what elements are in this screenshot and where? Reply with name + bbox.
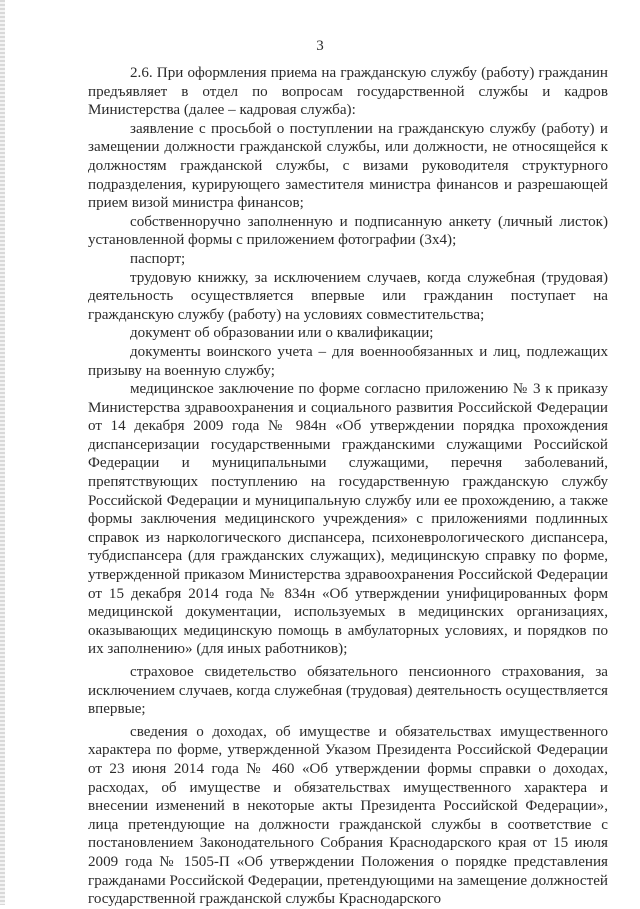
paragraph: страховое свидетельство обязательного пенсионного страхования, за исключением случаев, когда служебная (трудовая) деятельность осуществляется впервые; <box>88 664 608 718</box>
page-number: 3 <box>316 38 324 54</box>
paragraph: паспорт; <box>130 250 186 267</box>
paragraph: заявление с просьбой о поступлении на гражданскую службу (работу) и замещении должности гражданской службы, или должности, не относящейся к должностям гражданской службы, с визами руководителя структурного подразделения, курирующего заместителя министра финансов и разрешающей прием визой министра финансов; <box>88 120 608 212</box>
paragraph: сведения о доходах, об имуществе и обязательствах имущественного характера по форме, утвержденной Указом Президента Российской Федерации от 23 июня 2014 года № 460 «Об утверждении формы справки о доходах, расходах, об имуществе и обязательствах имущественного характера и внесении изменений в некоторые акты Президента Российской Федерации», лица претендующие на должности гражданской службы в соответствие с постановлением Законодательного Собрания Краснодарского края от 15 июля 2009 года № 1505-П «Об утверждении Положения о порядке представления гражданами Российской Федерации, претендующими на замещение должностей государственной гражданской службы Краснодарского <box>88 723 608 908</box>
document-body <box>88 64 608 909</box>
paragraph: документы воинского учета – для военнообязанных и лиц, подлежащих призыву на военную службу; <box>88 343 608 379</box>
paragraph: медицинское заключение по форме согласно приложению № 3 к приказу Министерства здравоохранения и социального развития Российской Федерации от 14 декабря 2009 года № 984н «Об утверждении порядка прохождения диспансеризации государственными гражданскими служащими Российской Федерации и муниципальными служащими, перечня заболеваний, препятствующих поступлению на государственную гражданскую службу Российской Федерации и муниципальную службу или ее прохождению, а также формы заключения медицинского учреждения» с приложениями подлинных справок из наркологического диспансера, психоневрологического диспансера, тубдиспансера (для гражданских служащих), медицинскую справку по форме, утвержденной приказом Министерства здравоохранения Российской Федерации от 15 декабря 2014 года № 834н «Об утверждении унифицированных форм медицинской документации, используемых в медицинских организациях, оказывающих медицинскую помощь в амбулаторных условиях, и порядков по их заполнению» (для иных работников); <box>88 381 608 658</box>
paragraph: собственноручно заполненную и подписанную анкету (личный листок) установленной формы с приложением фотографии (3х4); <box>88 213 608 249</box>
paragraph: трудовую книжку, за исключением случаев, когда служебная (трудовая) деятельность осуществляется впервые или гражданин поступает на гражданскую службу (работу) на условиях совместительства; <box>88 269 608 323</box>
scan-edge <box>0 0 5 905</box>
paragraph: документ об образовании или о квалификации; <box>130 325 434 342</box>
paragraph: 2.6. При оформления приема на гражданскую службу (работу) гражданин предъявляет в отдел по вопросам государственной службы и кадров Министерства (далее – кадровая служба): <box>88 65 608 119</box>
